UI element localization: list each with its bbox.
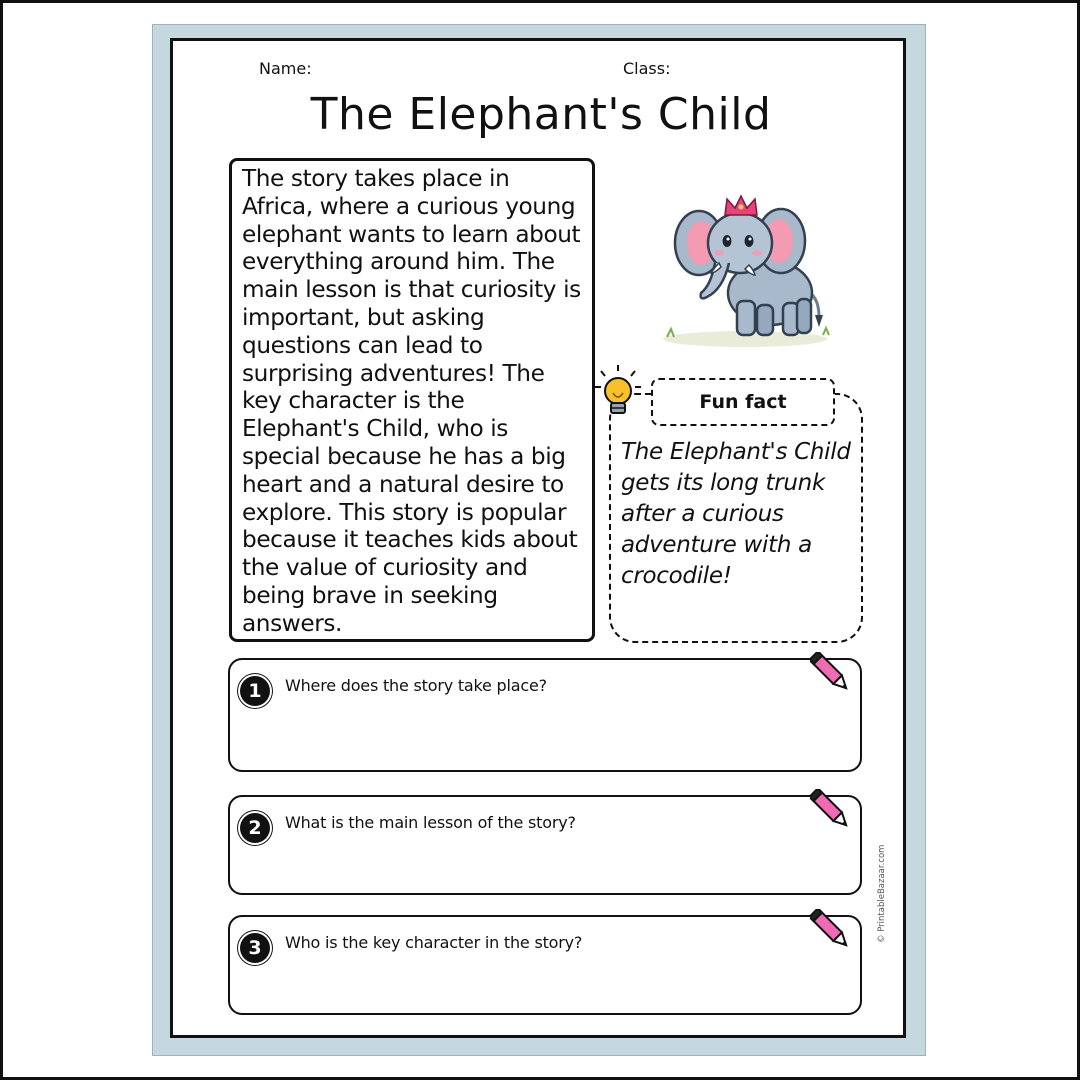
question-box-1[interactable]: [228, 658, 862, 772]
question-text-1: Where does the story take place?: [285, 676, 547, 695]
fun-fact-label: Fun fact: [651, 378, 835, 426]
watermark: © PrintableBazaar.com: [877, 844, 887, 943]
name-label: Name:: [259, 59, 312, 78]
pencil-icon: [810, 789, 854, 833]
pencil-icon: [810, 652, 854, 696]
question-text-2: What is the main lesson of the story?: [285, 813, 576, 832]
page-title: The Elephant's Child: [310, 89, 772, 140]
story-passage: The story takes place in Africa, where a curious young elephant wants to learn about everything around him. The main lesson is that curiosity is important, but asking questions can lead to surprising adventures! The key character is the Elephant's Child, who is special because he has a big heart and a natural desire to explore. This story is popular because it teaches kids about the value of curiosity and being brave in seeking answers.: [229, 158, 595, 642]
question-box-2[interactable]: [228, 795, 862, 895]
pencil-icon: [810, 909, 854, 953]
class-label: Class:: [623, 59, 671, 78]
question-number-2: 2: [240, 813, 270, 843]
question-box-3[interactable]: [228, 915, 862, 1015]
lightbulb-icon: [593, 363, 643, 423]
elephant-illustration: [645, 171, 845, 351]
question-text-3: Who is the key character in the story?: [285, 933, 583, 952]
fun-fact-text: The Elephant's Child gets its long trunk after a curious adventure with a crocodile!: [621, 439, 851, 589]
worksheet: [170, 38, 906, 1038]
question-number-3: 3: [240, 933, 270, 963]
question-number-1: 1: [240, 676, 270, 706]
